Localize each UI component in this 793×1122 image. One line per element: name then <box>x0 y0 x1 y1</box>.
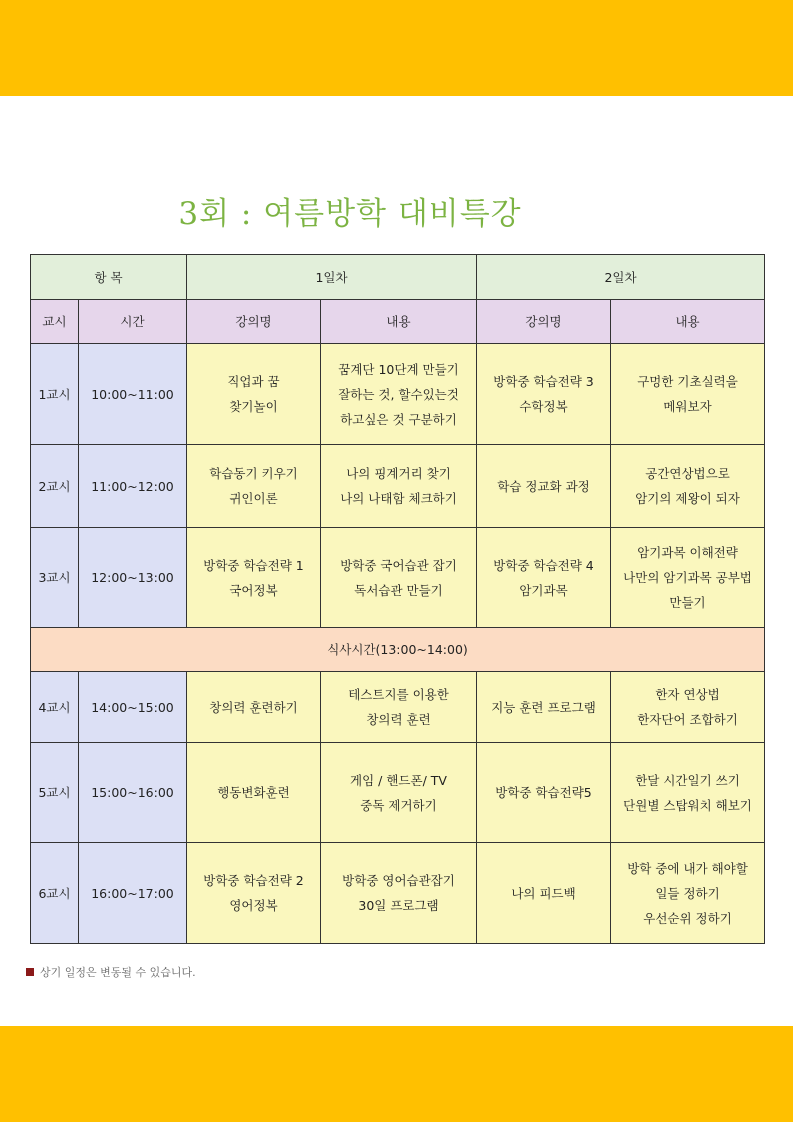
day2-lecture-cell-line: 지능 훈련 프로그램 <box>491 699 596 715</box>
day1-lecture-cell-line: 영어정복 <box>229 898 278 913</box>
lunch-cell: 식사시간(13:00~14:00) <box>31 628 765 672</box>
day1-content-cell <box>321 445 477 528</box>
header-row-columns <box>31 300 765 344</box>
day1-content-cell-line: 중독 제거하기 <box>360 797 437 813</box>
day1-content-cell-line: 독서습관 만들기 <box>354 582 443 598</box>
schedule-row <box>31 445 765 528</box>
day2-content-cell-line: 일들 정하기 <box>655 885 720 901</box>
day1-content-cell-line: 창의력 훈련 <box>366 712 431 727</box>
day2-content-cell-line: 만들기 <box>669 595 706 610</box>
day2-lecture-cell <box>477 743 611 843</box>
day2-content-cell-line: 나만의 암기과목 공부법 <box>623 570 752 585</box>
header-item: 항 목 <box>31 255 187 300</box>
day1-lecture-cell-line: 국어정복 <box>229 582 278 598</box>
day2-lecture-cell <box>477 528 611 628</box>
square-bullet-icon <box>26 968 34 976</box>
day1-content-cell <box>321 528 477 628</box>
day2-lecture-cell-line: 방학중 학습전략5 <box>495 785 592 800</box>
page-title: 3회 : 여름방학 대비특강 <box>178 196 522 232</box>
period-cell: 2교시 <box>31 445 79 528</box>
day2-content-cell-line: 구멍한 기초실력을 <box>637 374 738 389</box>
day1-content-cell <box>321 843 477 944</box>
day1-lecture-cell-line: 귀인이론 <box>229 491 278 506</box>
period-cell: 3교시 <box>31 528 79 628</box>
day2-lecture-cell <box>477 672 611 743</box>
period-cell: 1교시 <box>31 344 79 445</box>
day1-lecture-cell <box>187 843 321 944</box>
day2-content-cell-line: 공간연상법으로 <box>645 466 730 481</box>
schedule-row <box>31 344 765 445</box>
day1-lecture-cell <box>187 743 321 843</box>
day1-lecture-cell-line: 찾기놀이 <box>229 399 278 414</box>
day1-content-cell-line: 꿈계단 10단계 만들기 <box>338 361 459 377</box>
day1-lecture-cell-line: 창의력 훈련하기 <box>209 699 298 715</box>
day1-lecture-cell-line: 학습동기 키우기 <box>209 466 298 481</box>
time-cell: 14:00~15:00 <box>79 672 187 743</box>
day2-lecture-cell-line: 방학중 학습전략 3 <box>493 374 594 389</box>
header-day2: 2일차 <box>477 255 765 300</box>
schedule-row <box>31 672 765 743</box>
schedule-note <box>26 964 196 980</box>
header-d1-lecture: 강의명 <box>187 300 321 344</box>
header-d2-lecture: 강의명 <box>477 300 611 344</box>
day1-lecture-cell-line: 직업과 꿈 <box>227 374 280 389</box>
day1-content-cell <box>321 672 477 743</box>
day2-lecture-cell-line: 방학중 학습전략 4 <box>493 557 594 573</box>
day1-content-cell-line: 테스트지를 이용한 <box>348 687 449 702</box>
day2-lecture-cell-line: 수학정복 <box>519 399 568 414</box>
day1-content-cell-line: 방학중 국어습관 잡기 <box>340 557 457 573</box>
day2-content-cell-line: 단원별 스탑워치 해보기 <box>623 797 752 813</box>
note-text: 상기 일정은 변동될 수 있습니다. <box>40 966 196 979</box>
day2-content-cell-line: 메워보자 <box>663 399 712 414</box>
day1-content-cell-line: 나의 핑계거리 찾기 <box>346 466 451 481</box>
top-banner <box>0 0 793 96</box>
day2-lecture-cell <box>477 843 611 944</box>
day2-lecture-cell-line: 암기과목 <box>519 582 568 598</box>
day1-lecture-cell-line: 방학중 학습전략 2 <box>203 873 304 888</box>
day2-content-cell-line: 방학 중에 내가 해야할 <box>627 860 748 876</box>
time-cell: 16:00~17:00 <box>79 843 187 944</box>
header-day1: 1일차 <box>187 255 477 300</box>
day2-content-cell <box>611 445 765 528</box>
day1-lecture-cell <box>187 672 321 743</box>
schedule-row <box>31 528 765 628</box>
day2-lecture-cell-line: 학습 정교화 과정 <box>497 478 590 494</box>
day2-lecture-cell <box>477 344 611 445</box>
time-cell: 10:00~11:00 <box>79 344 187 445</box>
schedule-table <box>30 254 765 944</box>
bottom-banner <box>0 1026 793 1122</box>
time-cell: 11:00~12:00 <box>79 445 187 528</box>
time-cell: 12:00~13:00 <box>79 528 187 628</box>
day1-lecture-cell-line: 행동변화훈련 <box>217 785 290 800</box>
day2-content-cell-line: 암기과목 이해전략 <box>637 545 738 560</box>
day1-lecture-cell-line: 방학중 학습전략 1 <box>203 557 304 573</box>
schedule-row <box>31 843 765 944</box>
day1-content-cell-line: 나의 나태함 체크하기 <box>340 491 457 506</box>
day2-content-cell-line: 한달 시간일기 쓰기 <box>635 772 740 788</box>
day2-lecture-cell-line: 나의 피드백 <box>511 885 576 901</box>
day2-content-cell <box>611 528 765 628</box>
day1-lecture-cell <box>187 528 321 628</box>
day1-content-cell-line: 게임 / 핸드폰/ TV <box>350 772 447 788</box>
lunch-row <box>31 628 765 672</box>
header-d2-content: 내용 <box>611 300 765 344</box>
time-cell: 15:00~16:00 <box>79 743 187 843</box>
day1-content-cell-line: 방학중 영어습관잡기 <box>342 873 455 888</box>
day1-content-cell-line: 하고싶은 것 구분하기 <box>340 411 457 427</box>
day1-content-cell <box>321 743 477 843</box>
period-cell: 6교시 <box>31 843 79 944</box>
header-period: 교시 <box>31 300 79 344</box>
day2-content-cell-line: 한자 연상법 <box>655 687 720 702</box>
day2-content-cell <box>611 843 765 944</box>
day1-content-cell-line: 잘하는 것, 할수있는것 <box>338 386 459 402</box>
day2-content-cell-line: 한자단어 조합하기 <box>637 712 738 727</box>
day1-content-cell-line: 30일 프로그램 <box>358 898 439 913</box>
header-row-days <box>31 255 765 300</box>
day1-content-cell <box>321 344 477 445</box>
day2-content-cell <box>611 672 765 743</box>
day2-content-cell-line: 우선순위 정하기 <box>643 910 732 926</box>
day2-content-cell <box>611 344 765 445</box>
header-d1-content: 내용 <box>321 300 477 344</box>
day2-lecture-cell <box>477 445 611 528</box>
day2-content-cell-line: 암기의 제왕이 되자 <box>635 491 740 506</box>
schedule-row <box>31 743 765 843</box>
day1-lecture-cell <box>187 445 321 528</box>
period-cell: 4교시 <box>31 672 79 743</box>
day2-content-cell <box>611 743 765 843</box>
header-time: 시간 <box>79 300 187 344</box>
period-cell: 5교시 <box>31 743 79 843</box>
day1-lecture-cell <box>187 344 321 445</box>
